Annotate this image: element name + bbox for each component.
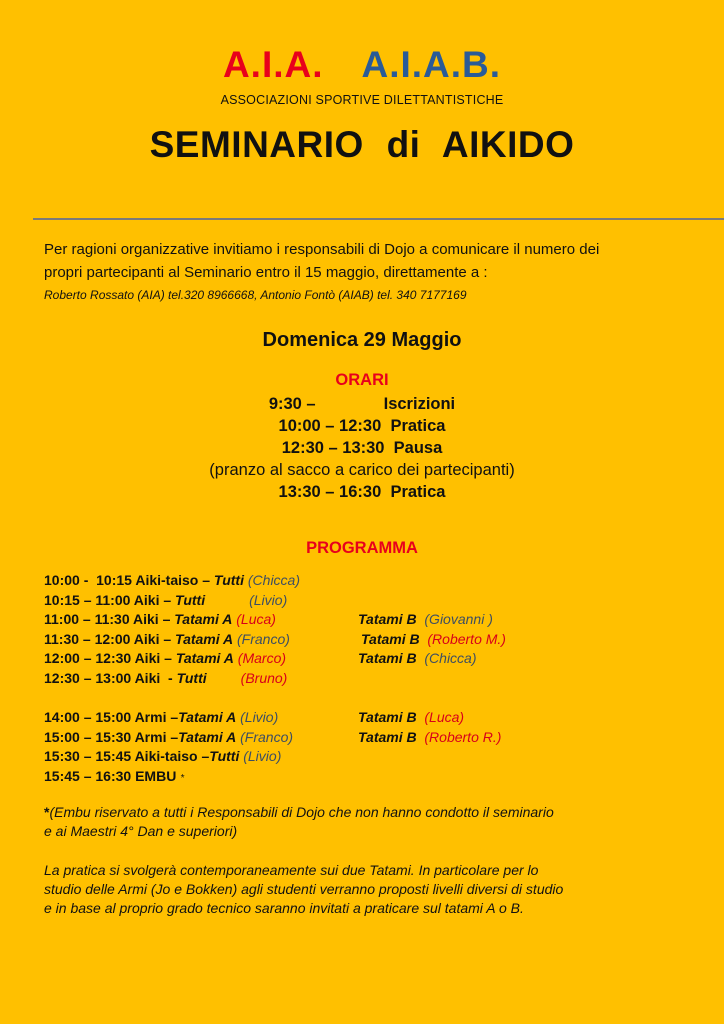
row-time: 12:30 – 13:00	[44, 670, 132, 686]
row-teacher-b: (Roberto R.)	[424, 729, 502, 745]
row-group-a: Tatami A	[175, 631, 234, 647]
closing-line: studio delle Armi (Jo e Bokken) agli studenti verranno proposti livelli diversi di studio	[44, 881, 564, 897]
row-group-b: Tatami B	[358, 650, 417, 666]
program-row	[44, 767, 184, 788]
row-time: 10:15 – 11:00	[44, 592, 131, 608]
row-activity: Aiki –	[133, 592, 172, 608]
footnote-line: e ai Maestri 4° Dan e superiori)	[44, 823, 238, 839]
orari-time: 13:30 – 16:30	[278, 483, 382, 501]
row-teacher-a: (Livio)	[249, 592, 288, 608]
orari-line	[0, 437, 724, 459]
row-activity: Aiki –	[134, 650, 172, 666]
row-group-a: Tutti	[176, 670, 207, 686]
programma-heading: PROGRAMMA	[306, 539, 418, 557]
orari-label: Pratica	[390, 483, 446, 501]
row-teacher-a: (Livio)	[240, 709, 279, 725]
orari-label: Iscrizioni	[383, 395, 456, 413]
row-time: 15:30 – 15:45	[44, 748, 132, 764]
contacts: Roberto Rossato (AIA) tel.320 8966668, Antonio Fontò (AIAB) tel. 340 7177169	[44, 288, 467, 302]
program-row-b	[358, 728, 501, 747]
orari-line	[0, 415, 724, 437]
program-row	[44, 649, 286, 668]
row-group-a: Tutti	[175, 592, 206, 608]
program-row-b	[361, 630, 506, 649]
logo-aia: A.I.A.	[222, 44, 324, 85]
row-activity: Aiki –	[133, 631, 172, 647]
event-date: Domenica 29 Maggio	[262, 329, 462, 351]
orari-time: 12:30 – 13:30	[281, 439, 385, 457]
program-row	[44, 708, 278, 727]
program-row	[44, 571, 300, 590]
orari-heading: ORARI	[335, 371, 389, 389]
row-group-b: Tatami B	[358, 729, 417, 745]
row-group-a: Tutti	[209, 748, 240, 764]
row-time: 11:30 – 12:00	[44, 631, 131, 647]
footnote-line	[44, 803, 704, 822]
row-activity: Aiki-taiso –	[134, 748, 210, 764]
row-time: 14:00 – 15:00	[44, 709, 132, 725]
program-row	[44, 728, 293, 747]
orari-time: 9:30 –	[268, 395, 316, 413]
program-row-b	[358, 708, 464, 727]
row-group-a: Tatami A	[178, 729, 237, 745]
row-teacher-b: (Luca)	[424, 709, 465, 725]
logo-aiab: A.I.A.B.	[361, 44, 502, 85]
row-time: 10:00 - 10:15	[44, 572, 132, 588]
row-teacher-b: (Roberto M.)	[427, 631, 506, 647]
row-teacher-b: (Chicca)	[424, 650, 477, 666]
orari-label: Pratica	[390, 417, 446, 435]
program-row-b	[358, 649, 477, 668]
program-row-b	[358, 610, 493, 629]
row-activity: EMBU	[135, 768, 177, 784]
row-teacher-a: (Marco)	[237, 650, 287, 666]
association-name: ASSOCIAZIONI SPORTIVE DILETTANTISTICHE	[220, 93, 504, 107]
row-teacher-a: (Franco)	[237, 631, 290, 647]
row-group-b: Tatami B	[358, 611, 417, 627]
footnote	[44, 803, 704, 841]
orari-line	[0, 393, 724, 415]
row-group-a: Tutti	[213, 572, 244, 588]
row-activity: Armi –	[134, 709, 179, 725]
row-time: 15:45 – 16:30	[44, 768, 132, 784]
page-title: SEMINARIO di AIKIDO	[149, 124, 575, 165]
row-teacher-a: (Luca)	[236, 611, 276, 627]
row-activity: Aiki-taiso –	[135, 572, 211, 588]
closing-line: e in base al proprio grado tecnico saranno invitati a praticare sul tatami A o B.	[44, 900, 524, 916]
program-row	[44, 630, 290, 649]
divider	[33, 218, 724, 220]
intro-line: propri partecipanti al Seminario entro il 15 maggio, direttamente a :	[44, 264, 488, 281]
row-group-a: Tatami A	[174, 611, 233, 627]
row-teacher-a: (Franco)	[240, 729, 294, 745]
orari-line	[0, 481, 724, 503]
logo	[0, 44, 724, 86]
program-row	[44, 591, 287, 610]
program-row	[44, 669, 287, 688]
footnote-marker: *	[180, 773, 185, 784]
row-group-b: Tatami B	[358, 709, 417, 725]
closing-note	[44, 861, 704, 918]
row-activity: Aiki -	[134, 670, 173, 686]
row-time: 15:00 – 15:30	[44, 729, 132, 745]
row-group-a: Tatami A	[175, 650, 234, 666]
row-group-b: Tatami B	[361, 631, 420, 647]
footnote-text: (Embu riservato a tutti i Responsabili di Dojo che non hanno condotto il seminario	[49, 804, 554, 820]
intro-line: Per ragioni organizzative invitiamo i responsabili di Dojo a comunicare il numero dei	[44, 241, 600, 258]
program-row	[44, 747, 281, 766]
closing-line: La pratica si svolgerà contemporaneamente sui due Tatami. In particolare per lo	[44, 862, 539, 878]
orari-time: 10:00 – 12:30	[278, 417, 382, 435]
orari-list	[0, 393, 724, 503]
row-teacher-a: (Chicca)	[247, 572, 301, 588]
row-activity: Aiki –	[133, 611, 171, 627]
row-teacher-a: (Bruno)	[240, 670, 288, 686]
row-time: 12:00 – 12:30	[44, 650, 132, 666]
row-activity: Armi –	[134, 729, 179, 745]
row-teacher-b: (Giovanni )	[424, 611, 493, 627]
orari-label: Pausa	[393, 439, 443, 457]
orari-note: (pranzo al sacco a carico dei partecipanti)	[209, 461, 515, 479]
row-teacher-a: (Livio)	[243, 748, 282, 764]
footnote-star: *	[44, 804, 50, 820]
program-row	[44, 610, 276, 629]
row-time: 11:00 – 11:30	[44, 611, 130, 627]
intro-text	[44, 238, 694, 284]
row-group-a: Tatami A	[178, 709, 237, 725]
